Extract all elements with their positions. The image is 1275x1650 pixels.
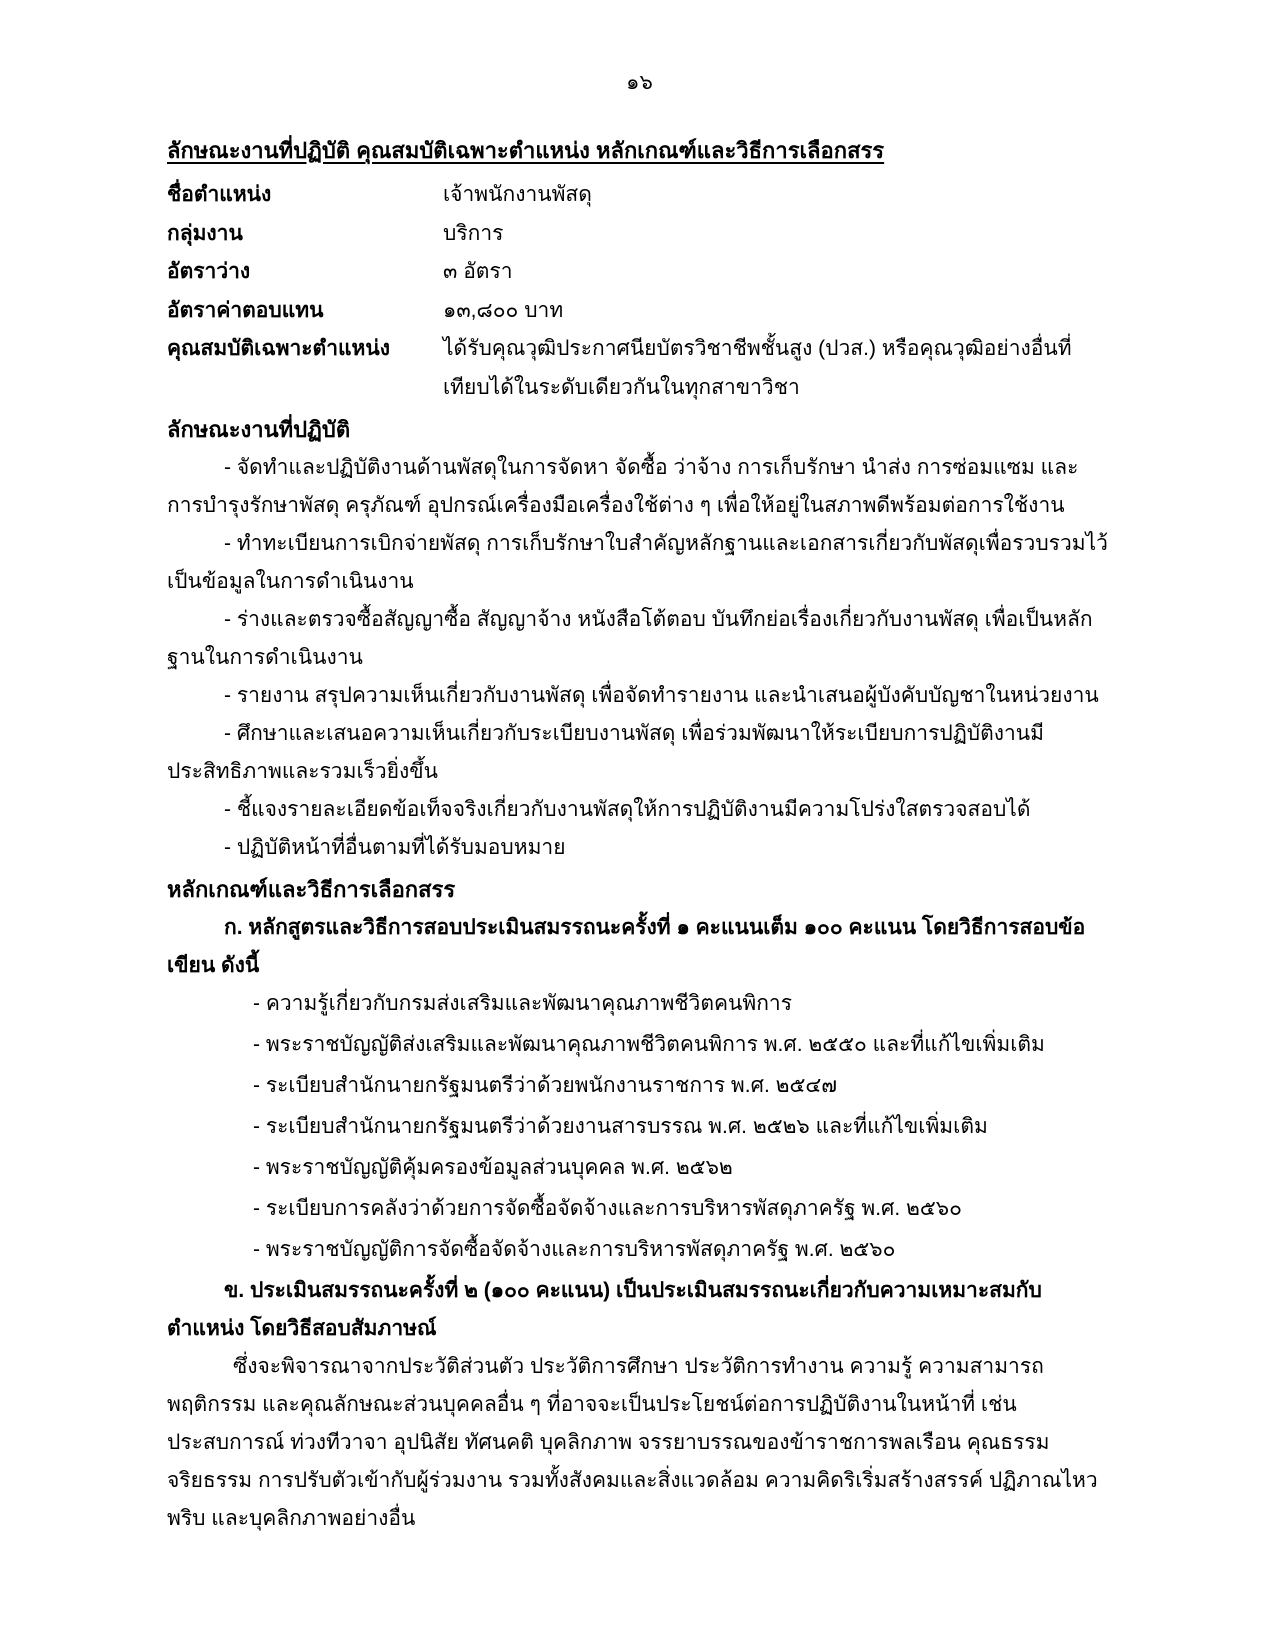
exam-topic-item: - พระราชบัญญัติส่งเสริมและพัฒนาคุณภาพชีวิตคนพิการ พ.ศ. ๒๕๕๐ และที่แก้ไขเพิ่มเติม bbox=[253, 1033, 1045, 1056]
field-row bbox=[167, 253, 1112, 292]
duty-item: - ร่างและตรวจซื้อสัญญาซื้อ สัญญาจ้าง หนังสือโต้ตอบ บันทึกย่อเรื่องเกี่ยวกับงานพัสดุ เพื่อเป็นหลักฐานในการดำเนินงาน bbox=[167, 608, 1093, 669]
duties-list bbox=[167, 449, 1112, 867]
field-value: ๓ อัตรา bbox=[443, 260, 513, 283]
duty-item: - ศึกษาและเสนอความเห็นเกี่ยวกับระเบียบงานพัสดุ เพื่อร่วมพัฒนาให้ระเบียบการปฏิบัติงานมีประสิทธิภาพและรวมเร็วยิ่งขึ้น bbox=[167, 722, 1045, 783]
exam-topic-item: - พระราชบัญญัติการจัดซื้อจัดจ้างและการบริหารพัสดุภาครัฐ พ.ศ. ๒๕๖๐ bbox=[253, 1238, 896, 1261]
exam-topics-list bbox=[167, 985, 1112, 1269]
exam-topic-item: - ระเบียบสำนักนายกรัฐมนตรีว่าด้วยงานสารบรรณ พ.ศ. ๒๕๒๖ และที่แก้ไขเพิ่มเติม bbox=[253, 1115, 988, 1138]
field-row bbox=[167, 330, 1112, 407]
field-label: อัตราค่าตอบแทน bbox=[167, 298, 324, 322]
interview-paragraph: ซึ่งจะพิจารณาจากประวัติส่วนตัว ประวัติการศึกษา ประวัติการทำงาน ความรู้ ความสามารถ พฤติกรรม และคุณลักษณะส่วนบุคคลอื่น ๆ ที่อาจจะเป็นประโยชน์ต่อการปฏิบัติงานในหน้าที่ เช่น ประสบการณ์ ท่วงทีวาจา อุปนิสัย ทัศนคติ บุคลิกภาพ จรรยาบรรณของข้าราชการพลเรือน คุณธรรม จริยธรรม การปรับตัวเข้ากับผู้ร่วมงาน รวมทั้งสังคมและสิ่งแวดล้อม ความคิดริเริ่มสร้างสรรค์ ปฏิภาณไหวพริบ และบุคลิกภาพอย่างอื่น bbox=[167, 1355, 1098, 1530]
duties-heading: ลักษณะงานที่ปฏิบัติ bbox=[167, 417, 351, 442]
exam-topic-item: - ระเบียบการคลังว่าด้วยการจัดซื้อจัดจ้างและการบริหารพัสดุภาครัฐ พ.ศ. ๒๕๖๐ bbox=[253, 1197, 962, 1220]
duty-item: - รายงาน สรุปความเห็นเกี่ยวกับงานพัสดุ เพื่อจัดทำรายงาน และนำเสนอผู้บังคับบัญชาในหน่วยงาน bbox=[224, 684, 1099, 707]
section-a-paragraph: ก. หลักสูตรและวิธีการสอบประเมินสมรรถนะครั้งที่ ๑ คะแนนเต็ม ๑๐๐ คะแนน โดยวิธีการสอบข้อเขียน ดังนี้ bbox=[167, 916, 1086, 977]
field-value: ได้รับคุณวุฒิประกาศนียบัตรวิชาชีพชั้นสูง (ปวส.) หรือคุณวุฒิอย่างอื่นที่เทียบได้ในระดับเดียวกันในทุกสาขาวิชา bbox=[443, 337, 1072, 399]
field-value: ๑๓,๘๐๐ บาท bbox=[443, 298, 564, 322]
page-number: ๑๖ bbox=[626, 71, 653, 94]
duty-item: - ทำทะเบียนการเบิกจ่ายพัสดุ การเก็บรักษาใบสำคัญหลักฐานและเอกสารเกี่ยวกับพัสดุเพื่อรวบรวมไว้เป็นข้อมูลในการดำเนินงาน bbox=[167, 532, 1108, 593]
document-title: ลักษณะงานที่ปฏิบัติ คุณสมบัติเฉพาะตำแหน่ง หลักเกณฑ์และวิธีการเลือกสรร bbox=[167, 138, 885, 163]
exam-topic-item: - พระราชบัญญัติคุ้มครองข้อมูลส่วนบุคคล พ.ศ. ๒๕๖๒ bbox=[253, 1156, 733, 1179]
field-row bbox=[167, 215, 1112, 254]
section-b-paragraph: ข. ประเมินสมรรถนะครั้งที่ ๒ (๑๐๐ คะแนน) เป็นประเมินสมรรถนะเกี่ยวกับความเหมาะสมกับตำแหน่ง โดยวิธีสอบสัมภาษณ์ bbox=[167, 1279, 1042, 1340]
duty-item: - ชี้แจงรายละเอียดข้อเท็จจริงเกี่ยวกับงานพัสดุให้การปฏิบัติงานมีความโปร่งใสตรวจสอบได้ bbox=[224, 798, 1031, 821]
exam-topic-item: - ระเบียบสำนักนายกรัฐมนตรีว่าด้วยพนักงานราชการ พ.ศ. ๒๕๔๗ bbox=[253, 1074, 838, 1097]
field-label: ชื่อตำแหน่ง bbox=[167, 183, 272, 206]
duty-item: - ปฏิบัติหน้าที่อื่นตามที่ได้รับมอบหมาย bbox=[224, 836, 566, 859]
position-info-fields bbox=[167, 176, 1112, 407]
field-label: กลุ่มงาน bbox=[167, 221, 243, 245]
field-label: อัตราว่าง bbox=[167, 260, 251, 283]
field-value: เจ้าพนักงานพัสดุ bbox=[443, 183, 592, 206]
duty-item: - จัดทำและปฏิบัติงานด้านพัสดุในการจัดหา จัดซื้อ ว่าจ้าง การเก็บรักษา นำส่ง การซ่อมแซม และการบำรุงรักษาพัสดุ ครุภัณฑ์ อุปกรณ์เครื่องมือเครื่องใช้ต่าง ๆ เพื่อให้อยู่ในสภาพดีพร้อมต่อการใช้งาน bbox=[167, 456, 1079, 517]
field-label: คุณสมบัติเฉพาะตำแหน่ง bbox=[167, 337, 390, 360]
field-row bbox=[167, 292, 1112, 331]
exam-topic-item: - ความรู้เกี่ยวกับกรมส่งเสริมและพัฒนาคุณภาพชีวิตคนพิการ bbox=[253, 992, 793, 1015]
field-value: บริการ bbox=[443, 221, 504, 245]
criteria-heading: หลักเกณฑ์และวิธีการเลือกสรร bbox=[167, 877, 456, 902]
field-row bbox=[167, 176, 1112, 215]
